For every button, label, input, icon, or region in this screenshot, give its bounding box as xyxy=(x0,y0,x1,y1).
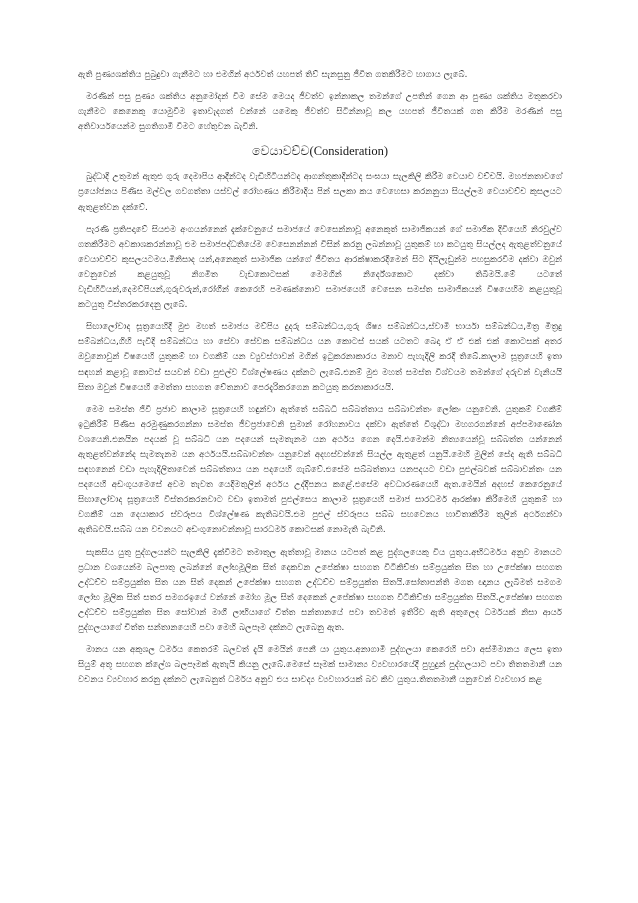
paragraph-6: මෙම සමස්ත ජිවී ප්‍රජාව කාලාම සූත්‍රයෙහි හඳුන්වා ඇත්තේ සබ්බධි සබ්බත්තාය සබ්බාවන්තං ලෝකං යනුවෙනි. යුතුකම් වගකීම් ඉටුකිරීම් පිණිස අරමුණුකරගන්නා සමස්ත ජීවප්‍රජාවෙනි සුමාන් රෝහනාවය දක්වා ඇත්තේ විශුද්ධා මහගරගන්නේ අප්පමාණෝන වශයෙනි.එනයින පදයක් වූ සබ්බධි යන පදයෙන් සැමතැනම යන අර්ථය ගෙන දෙයි.එමෙන්ම නිත්‍යයෙන්වූ සබ්බත්ත යන්නෙන් ඇතුළත්වන්නේද සැමතැනම යන අර්ථයයි.සබ්බාවන්තං යනුවෙන් අදහස්වන්නේ සියල්ල ඇතුළත් යනුයි.මෙහි මුලින් සේද ඇති සබ්බධි සඳහනෙන් වඩා පැහැදිලිතාවෙන් සබ්බත්තාය යන පදයෙහි ගැබ්වේ.එසේම සබ්බත්තාය යනපදයට වඩා පුළුල්බවක් සබ්බාවන්තං යන පදයෙහි අඩංගුයමෙසේ අවම තැවත යෙදීමතුලින් අර්ථය උද්දීපනය කළේ.එසේම අවධාරණයෙහි ඇත.මෙයින් අදහස් කෙරෙනුයේ සිඟාලෝවාද සූත්‍රයෙහි විස්තරකරනවාට වඩා ඉතාමත් පුළුල්සෙය කාලාම සූත්‍රයෙහි සමාජ සාරධර්ම ආරක්ෂා කිරීමෙහි යුතුකම් හා වගකීම් යන දෙයාකාර ස්වරූපය විශ්ලේෂණ කැතිබවයි.එම පුළුල් ස්වරූපය සබ්බ සහවෙනය හාවිතාකිරීම තුලින් අර්ථගන්වා ඇතිබවයි.සබ්බ යන වචනයට අඩංගුනොවන්නාවූ සාරධර්ම කොටසක් නොමැති බැවිනි. xyxy=(78,404,562,536)
paragraph-7: සැකසිය යුතු පුද්ගලයන්ට සැලකිලි දැක්වීමට තමාතුල ඇත්තාවූ මානය යටපත් කළ පුද්ගලයෙකු විය යුතුය.අභිධර්මය අනුව මානයට ප්‍රධාන වශයෙන්ම බලපාතු ලබන්නේ ලෝභමූලික සිත් දෙකවන උපේක්ෂා සහගත විටිකිච්ඡා සම්ප්‍රයුක්ත සිත හා උපේක්ෂා සහගත උද්ධච්ච සම්ප්‍රයුක්ත සිත යන සිත් දෙකන් උපේක්ෂා සහගත උද්ධච්ච සම්ප්‍රයුක්ත සිතයි.සෝතාපන්ති මගත ඥානය ලැබීමත් සමගම ලෝභ මූලික සිත් සතර සමගරඉයේ වන්නේ මෝහ මූල සිත් දෙකෙන් උපේක්ෂා සහගත විටිකිච්ඡා සම්ප්‍රයුක්ත සිතයි.උපේක්ෂා සහගත උද්ධච්ච සම්ප්‍රයුක්ත සිත සෝවාන් මාගී ලාභියාගේ චිත්ත සන්තානයේ පවා තවමත් ඉතිරිව ඇති අතුලෙද ධර්මයක් නිසා ආර්ය පුද්ගලයාගේ චිත්ත සන්තානයෙහි පවා මෙහි බලපෑම දක්නට ලැබෙනු ඇත. xyxy=(78,547,562,633)
section-heading: වෙයාවච්ච(Consideration) xyxy=(251,144,389,159)
paragraph-4: පැරණි ප්‍රතිපදාවේ සියළුම අංගයන්නෙන් දැක්වෙනුයේ සමාජයේ වෙසෙන්නාවූ අනෙකුත් සාමාජිකයන් ගේ සමාජික දිවියෙහි නිරවුල්ව ගතකිරීමට අවකාශකරන්නාවූ එම සමාජපද්ධතියේම වෙසෙනන්නන් විසින් කරනු ලබන්නාවූ යුතුකම් හා කටයුතු සියල්ලද ඇතුළත්වනුයේ වෙයාවච්ච කුසලයටමය.මිනිසාද යන්,අනෙකුත් සාමාජික යන්ගේ ජීවිතය ආරක්ෂාකරදීමෙන් සිට දියිලැඩුන්ම පහසුකරවීම දක්වා ඔවුන් වෙනුවෙන් කළයුතුවූ නිගමිත වැඩකොටසක් මෙමගින් නිර්දේශකොට දක්වා තිබීමයි.මේ යටතේ වැඩිහිටියන්,දෙමව්පියන්,ගුරුවරුන්,රෝගීන් කෙරෙහි පමණක්නොව සමාජයෙහි වෙසෙන සමස්ත සාමාජිකයන් විෂයෙහිම කළයුතුවූ කටයුතු විස්තරකරදෙනු ලැබේ. xyxy=(78,224,562,311)
paragraph-5: සිඟාලෝවාද සූත්‍රයෙහිදී මුළු මහත් සමාජය මව්පිය දුදරු සම්බන්ධය,ගුරු ශිෂ්‍ය සම්බන්ධය,ස්වාමී භාර්යා සම්බන්ධය,මිත්‍ර මිත්‍රදු සම්බන්ධය,ගිහි පැවිදි සම්බන්ධය හා සේවා සේවක සම්බන්ධය යන කොටස් සයක් යටතට බෙදා ඒ ඒ එක් එක් කොටසක් අතර ඔවුනොවුන් විෂයෙහි යුතුකම් හා වගකීම් යන ව්‍යුවස්ථාවන් මගින් ඉටුකරනාකාරය මනාව පැහැදිලි කරදී තිබේ.කාලාම සූත්‍රයෙහි ඉතා සඳහන් කළාවූ කොටස් සයවන් වඩා පුළුල්ව විශ්ලේෂණය දක්නට ලැබේ.එනම් මුළු මහත් සමස්ත විශ්වයම තමන්ගේ දරුවන් වැනියයි සිතා ඔවුන් විෂයෙහි මෙත්තා සහගත චේතනාව පෙරදැරිකරගෙන කටයුතු කරනාකාරයයි. xyxy=(78,322,562,393)
paragraph-2: මරණින් පසු පුණ්‍ය ශක්තිය අනුමෝදන් වීම සේම මෙයද ජීවත්ව ඉන්නාකල තමන්ගේ උපතින් ගෙන ආ පුණ්‍ය ශක්තිය මතුකරවා ගැනීමට කෙනෙකු යොමුවීම ඉතාවැදගත් වන්නේ යමෙකු ජීවත්ව සිටින්නාවූ කල යහපත් ජීවිතයක් ගත කිරීම මරණින් පසු අතිවාර්යයෙන්ම සුගතිගාමී වීමට හේතුවන බැවිනි. xyxy=(78,92,562,133)
paragraph-8: මානය යන අකුශල ධර්මය කෙතරම් බලවත් දැයි මෙයින් පෙනී යා යුතුය.අනාගාමී පුද්ගලයා කෙරෙහි පවා අස්මිමානය ලෙස ඉතා සියුම් අතූ සහගත ක්ලේශ බලපෑමක් ඇතැයි කියනු ලැබේ.මෙසේ සෑමක් සාමාන්‍ය ව්‍යවහාරයේදී පුහුදුන් පුද්ගලයාට පවා තිතතමානී යන වචනය ව්‍යවහාර කරනු දක්නට ලැබෙනුත් ධර්මය අනුව එය සාවද්‍ය ව්‍යවහාරයක් බව කිව යුතුය.තිතතමානී යනුවෙන් ව්‍යවහාර කළ xyxy=(78,645,562,686)
paragraph-1: ඇති පුණ්‍යශක්තිය පුබුදුවා ගැනීමට හා එමගින් අර්ථවත් යහපත් තිව් සැනසුනු ජීවිත ගතකිරීමට හාගාය ලැබේ. xyxy=(78,70,468,80)
paragraph-3: බුද්ධාදි උතුමන් ඇතුළු ගුරු දෙමාපිය ආදීන්ටද වැඩිහිටියන්ටද ආගන්තුකාදීන්ටද සංඝයා සැලකිලි කිරීම වෙයාව වච්චයි. මහජනතාවගේ ප්‍රයෝජනය පිණිස මල්වල ගවගත්තා යස්වල් රෝහණය කිරීමාදිය පින් සලකා කය වෙහෙසා කරනනුයා සියල්ලම වෙයාවච්ච කුසලයට ඇතුළත්වන දක්වේ. xyxy=(78,172,562,213)
